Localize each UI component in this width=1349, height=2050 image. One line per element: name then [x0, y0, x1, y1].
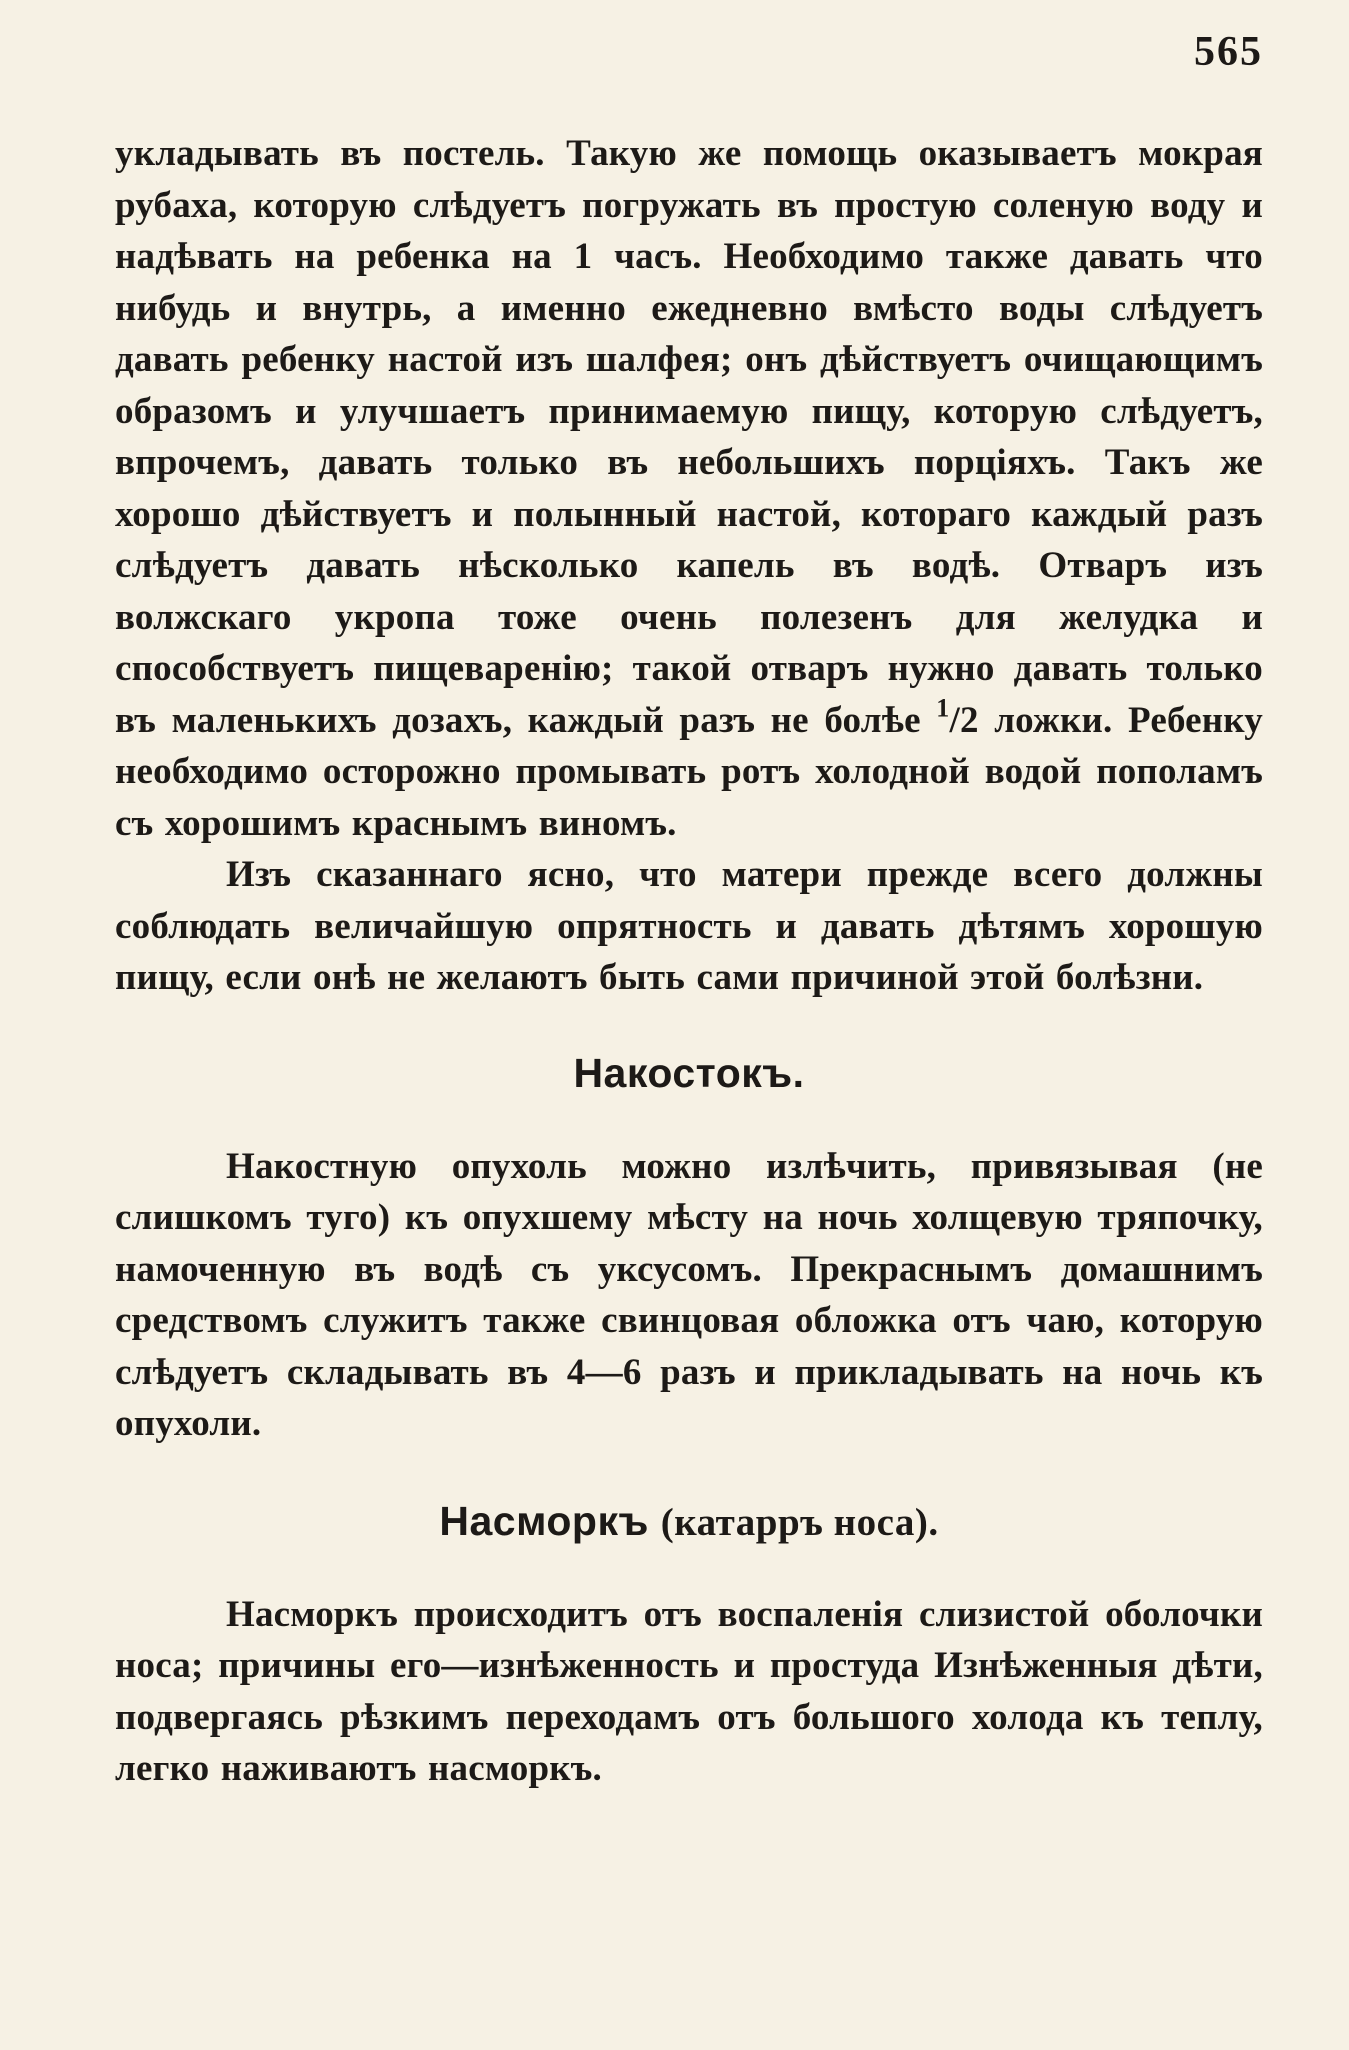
paragraph-nakostok: Накостную опухоль можно излѣчить, привязывая (не слишкомъ туго) къ опухшему мѣсту на ночь холщевую тряпочку, намоченную въ водѣ съ уксусомъ. Прекраснымъ домашнимъ средствомъ служитъ также свинцовая обложка отъ чаю, которую слѣдуетъ складывать въ 4—6 разъ и прикладывать на ночь къ опухоли.: [115, 1145, 1263, 1444]
heading-subtitle: (катарръ носа).: [660, 1500, 939, 1544]
paragraph-conclusion: Изъ сказаннаго ясно, что матери прежде всего должны соблюдать величайшую опрятность и давать дѣтямъ хорошую пищу, если онѣ не желаютъ быть сами причиной этой болѣзни.: [115, 854, 1263, 998]
page-number: 565: [1194, 29, 1263, 75]
text-column: [115, 128, 1263, 1795]
paragraph-text: укладывать въ постель. Такую же помощь оказываетъ мокрая рубаха, которую слѣдуетъ погружать въ простую соленую воду и надѣвать на ребенка на 1 часъ. Необходимо также давать что нибудь и внутрь, а именно ежедневно вмѣсто воды слѣдуетъ давать ребенку настой изъ шалфея; онъ дѣйствуетъ очищающимъ образомъ и улучшаетъ принимаемую пищу, которую слѣдуетъ, впрочемъ, давать только въ небольшихъ порціяхъ. Такъ же хорошо дѣйствуетъ и полынный настой, котораго каждый разъ слѣдуетъ давать нѣсколько капель въ водѣ. Отваръ изъ волжскаго укропа тоже очень полезенъ для желудка и способствуетъ пищеваренію; такой отваръ нужно давать только въ маленькихъ дозахъ, каждый разъ не болѣе: [115, 133, 1263, 741]
paragraph-nasmork: Насморкъ происходитъ отъ воспаленія слизистой оболочки носа; причины его—изнѣженность и простуда Изнѣженныя дѣти, подвергаясь рѣзкимъ переходамъ отъ большого холода къ теплу, легко наживаютъ насморкъ.: [115, 1593, 1263, 1789]
fraction-numerator: 1: [936, 692, 950, 722]
paragraph-continuation: [115, 128, 1263, 849]
fraction-denominator: /2: [949, 699, 979, 741]
heading-title: Насморкъ: [439, 1497, 649, 1544]
section-heading-nakostok: Накостокъ.: [573, 1049, 805, 1096]
section-heading-nasmork: [115, 1498, 1263, 1545]
paragraph-text-end: ложки. Ребенку необходимо осторожно промывать ротъ холодной водой пополамъ съ хорошимъ краснымъ виномъ.: [115, 699, 1263, 844]
